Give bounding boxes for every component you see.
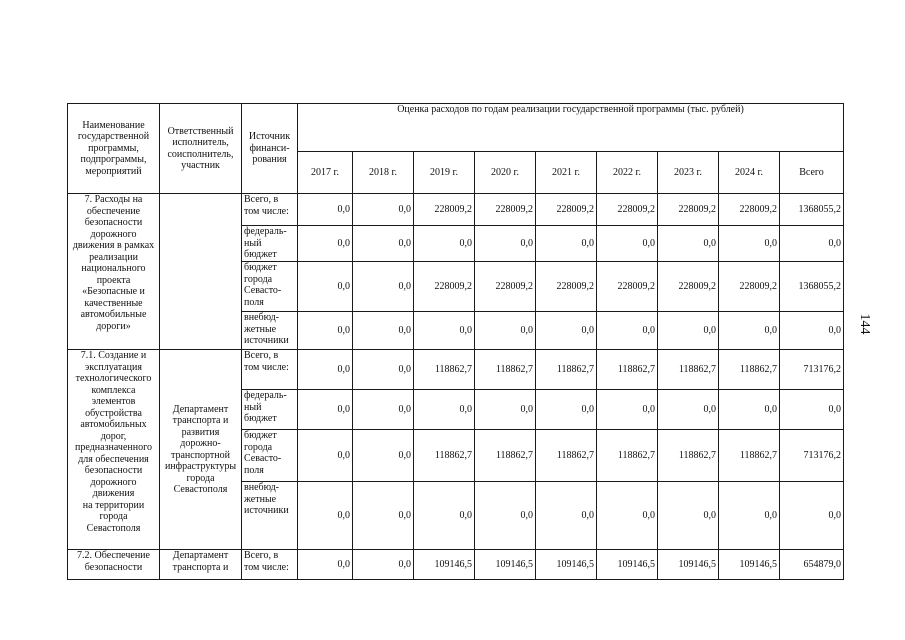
executor: Департамент транспорта и развития дорожно- транспортной инфраструктуры города Севастополя — [160, 350, 242, 550]
year-value: 0,0 — [353, 312, 414, 350]
year-value: 0,0 — [719, 312, 780, 350]
activity-name: 7. Расходы на обеспечение безопасности дорожного движения в рамках реализации национального проекта «Безопасные и качественные автомобильные дороги» — [68, 194, 160, 350]
year-value: 0,0 — [475, 226, 536, 262]
year-value: 109146,5 — [597, 550, 658, 580]
header-year: 2023 г. — [658, 152, 719, 194]
year-value: 0,0 — [414, 482, 475, 550]
year-value: 0,0 — [298, 482, 353, 550]
year-value: 228009,2 — [475, 194, 536, 226]
header-name: Наименование государственной программы, подпрограммы, мероприятий — [68, 104, 160, 194]
year-value: 0,0 — [536, 226, 597, 262]
year-value: 109146,5 — [414, 550, 475, 580]
year-value: 109146,5 — [536, 550, 597, 580]
executor — [160, 194, 242, 350]
year-value: 0,0 — [414, 312, 475, 350]
year-value: 118862,7 — [719, 350, 780, 390]
year-value: 0,0 — [658, 390, 719, 430]
table-body — [68, 194, 844, 580]
table-header — [68, 104, 844, 194]
year-value: 228009,2 — [475, 262, 536, 312]
year-value: 118862,7 — [658, 350, 719, 390]
year-value: 0,0 — [658, 226, 719, 262]
year-value: 118862,7 — [597, 430, 658, 482]
year-value: 118862,7 — [536, 430, 597, 482]
total-value: 654879,0 — [780, 550, 844, 580]
activity-name: 7.2. Обеспечение безопасности — [68, 550, 160, 580]
total-value: 713176,2 — [780, 430, 844, 482]
year-value: 0,0 — [475, 312, 536, 350]
year-value: 228009,2 — [536, 262, 597, 312]
year-value: 0,0 — [353, 550, 414, 580]
year-value: 0,0 — [597, 390, 658, 430]
header-group-title: Оценка расходов по годам реализации государственной программы (тыс. рублей) — [298, 104, 844, 152]
year-value: 0,0 — [298, 390, 353, 430]
year-value: 0,0 — [298, 312, 353, 350]
year-value: 228009,2 — [597, 194, 658, 226]
funding-source: внебюд- жетные источники — [242, 312, 298, 350]
table-row — [68, 350, 844, 390]
year-value: 0,0 — [353, 226, 414, 262]
funding-source: федераль- ный бюджет — [242, 390, 298, 430]
executor: Департамент транспорта и — [160, 550, 242, 580]
year-value: 0,0 — [597, 312, 658, 350]
budget-table — [67, 103, 844, 580]
year-value: 0,0 — [536, 390, 597, 430]
year-value: 228009,2 — [719, 262, 780, 312]
year-value: 0,0 — [353, 482, 414, 550]
year-value: 0,0 — [414, 226, 475, 262]
activity-name: 7.1. Создание и эксплуатация технологического комплекса элементов обустройства автомобильных дорог, предназначенного для обеспечения безопасности дорожного движения на территории города Севастополя — [68, 350, 160, 550]
year-value: 109146,5 — [658, 550, 719, 580]
year-value: 0,0 — [298, 550, 353, 580]
year-value: 228009,2 — [536, 194, 597, 226]
header-year: 2017 г. — [298, 152, 353, 194]
year-value: 0,0 — [298, 262, 353, 312]
year-value: 118862,7 — [658, 430, 719, 482]
funding-source: Всего, в том числе: — [242, 194, 298, 226]
year-value: 0,0 — [353, 350, 414, 390]
year-value: 0,0 — [597, 482, 658, 550]
year-value: 0,0 — [658, 312, 719, 350]
header-year: 2020 г. — [475, 152, 536, 194]
total-value: 713176,2 — [780, 350, 844, 390]
total-value: 0,0 — [780, 482, 844, 550]
year-value: 0,0 — [536, 312, 597, 350]
year-value: 228009,2 — [658, 194, 719, 226]
table-row — [68, 550, 844, 580]
page-number: 144 — [857, 313, 872, 335]
year-value: 0,0 — [298, 226, 353, 262]
year-value: 0,0 — [353, 390, 414, 430]
year-value: 109146,5 — [475, 550, 536, 580]
header-executor: Ответственный исполнитель, соисполнитель, участник — [160, 104, 242, 194]
year-value: 0,0 — [719, 390, 780, 430]
funding-source: федераль- ный бюджет — [242, 226, 298, 262]
year-value: 0,0 — [658, 482, 719, 550]
year-value: 0,0 — [719, 482, 780, 550]
total-value: 0,0 — [780, 390, 844, 430]
year-value: 118862,7 — [475, 430, 536, 482]
year-value: 118862,7 — [475, 350, 536, 390]
header-year: Всего — [780, 152, 844, 194]
year-value: 0,0 — [353, 194, 414, 226]
total-value: 0,0 — [780, 226, 844, 262]
year-value: 118862,7 — [414, 430, 475, 482]
year-value: 118862,7 — [414, 350, 475, 390]
year-value: 118862,7 — [536, 350, 597, 390]
total-value: 1368055,2 — [780, 194, 844, 226]
funding-source: Всего, в том числе: — [242, 350, 298, 390]
funding-source: Всего, в том числе: — [242, 550, 298, 580]
year-value: 0,0 — [353, 262, 414, 312]
year-value: 0,0 — [597, 226, 658, 262]
total-value: 1368055,2 — [780, 262, 844, 312]
year-value: 0,0 — [475, 482, 536, 550]
year-value: 228009,2 — [658, 262, 719, 312]
funding-source: внебюд- жетные источники — [242, 482, 298, 550]
header-year: 2019 г. — [414, 152, 475, 194]
year-value: 228009,2 — [414, 194, 475, 226]
year-value: 0,0 — [353, 430, 414, 482]
header-year: 2018 г. — [353, 152, 414, 194]
year-value: 228009,2 — [719, 194, 780, 226]
year-value: 228009,2 — [414, 262, 475, 312]
funding-source: бюджет города Севасто- поля — [242, 430, 298, 482]
year-value: 0,0 — [298, 430, 353, 482]
funding-source: бюджет города Севасто- поля — [242, 262, 298, 312]
header-source: Источник финанси- рования — [242, 104, 298, 194]
header-year: 2022 г. — [597, 152, 658, 194]
year-value: 0,0 — [536, 482, 597, 550]
total-value: 0,0 — [780, 312, 844, 350]
year-value: 0,0 — [414, 390, 475, 430]
header-year: 2021 г. — [536, 152, 597, 194]
year-value: 228009,2 — [597, 262, 658, 312]
year-value: 118862,7 — [597, 350, 658, 390]
year-value: 0,0 — [298, 194, 353, 226]
year-value: 0,0 — [719, 226, 780, 262]
year-value: 118862,7 — [719, 430, 780, 482]
year-value: 0,0 — [298, 350, 353, 390]
year-value: 0,0 — [475, 390, 536, 430]
header-year: 2024 г. — [719, 152, 780, 194]
table-row — [68, 194, 844, 226]
year-value: 109146,5 — [719, 550, 780, 580]
